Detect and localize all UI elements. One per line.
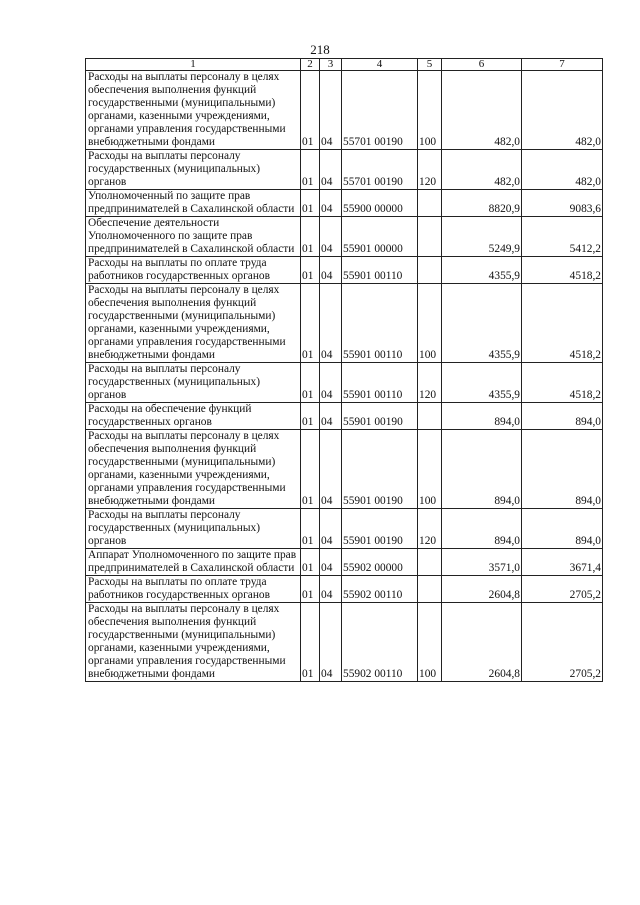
- expense-type-code: [418, 576, 442, 603]
- expense-type-code: 100: [418, 71, 442, 150]
- table-row: [86, 284, 603, 363]
- table-row: [86, 217, 603, 257]
- subsection-code: 04: [320, 363, 342, 403]
- target-article-code: 55902 00110: [342, 576, 418, 603]
- table-row: [86, 509, 603, 549]
- section-code: 01: [301, 363, 320, 403]
- subsection-code: 04: [320, 190, 342, 217]
- column-header: 3: [320, 59, 342, 71]
- target-article-code: 55901 00190: [342, 403, 418, 430]
- amount-year-2: 482,0: [522, 150, 603, 190]
- table-row: [86, 603, 603, 682]
- row-description: Расходы на выплаты персоналу в целях обеспечения выполнения функций государственными (муниципальными) органами, казенными учреждениями, органами управления государственными внебюджетными фондами: [86, 71, 301, 150]
- target-article-code: 55900 00000: [342, 190, 418, 217]
- target-article-code: 55901 00190: [342, 509, 418, 549]
- target-article-code: 55901 00000: [342, 217, 418, 257]
- table-row: [86, 576, 603, 603]
- row-description: Расходы на выплаты персоналу в целях обеспечения выполнения функций государственными (муниципальными) органами, казенными учреждениями, органами управления государственными внебюджетными фондами: [86, 603, 301, 682]
- row-description: Расходы на выплаты персоналу государственных (муниципальных) органов: [86, 509, 301, 549]
- amount-year-1: 482,0: [442, 71, 522, 150]
- amount-year-1: 4355,9: [442, 257, 522, 284]
- column-header: 4: [342, 59, 418, 71]
- subsection-code: 04: [320, 603, 342, 682]
- header-row: [86, 59, 603, 71]
- expense-type-code: [418, 190, 442, 217]
- expense-type-code: 100: [418, 284, 442, 363]
- subsection-code: 04: [320, 150, 342, 190]
- expense-type-code: [418, 403, 442, 430]
- row-description: Аппарат Уполномоченного по защите прав предпринимателей в Сахалинской области: [86, 549, 301, 576]
- amount-year-2: 4518,2: [522, 284, 603, 363]
- amount-year-1: 482,0: [442, 150, 522, 190]
- table-row: [86, 257, 603, 284]
- page-number: 218: [310, 42, 330, 57]
- amount-year-2: 2705,2: [522, 576, 603, 603]
- expense-type-code: [418, 257, 442, 284]
- row-description: Расходы на выплаты персоналу государственных (муниципальных) органов: [86, 363, 301, 403]
- expense-type-code: 120: [418, 150, 442, 190]
- budget-table: [85, 58, 603, 682]
- subsection-code: 04: [320, 71, 342, 150]
- amount-year-1: 3571,0: [442, 549, 522, 576]
- amount-year-2: 894,0: [522, 509, 603, 549]
- amount-year-2: 482,0: [522, 71, 603, 150]
- row-description: Расходы на выплаты по оплате труда работников государственных органов: [86, 257, 301, 284]
- table-row: [86, 363, 603, 403]
- amount-year-2: 5412,2: [522, 217, 603, 257]
- amount-year-2: 894,0: [522, 430, 603, 509]
- target-article-code: 55901 00110: [342, 284, 418, 363]
- target-article-code: 55701 00190: [342, 150, 418, 190]
- amount-year-1: 894,0: [442, 509, 522, 549]
- amount-year-1: 5249,9: [442, 217, 522, 257]
- amount-year-2: 3671,4: [522, 549, 603, 576]
- expense-type-code: 100: [418, 430, 442, 509]
- target-article-code: 55902 00110: [342, 603, 418, 682]
- amount-year-2: 894,0: [522, 403, 603, 430]
- section-code: 01: [301, 217, 320, 257]
- amount-year-2: 2705,2: [522, 603, 603, 682]
- row-description: Расходы на обеспечение функций государственных органов: [86, 403, 301, 430]
- section-code: 01: [301, 403, 320, 430]
- table-row: [86, 71, 603, 150]
- target-article-code: 55902 00000: [342, 549, 418, 576]
- row-description: Обеспечение деятельности Уполномоченного по защите прав предпринимателей в Сахалинской области: [86, 217, 301, 257]
- subsection-code: 04: [320, 509, 342, 549]
- amount-year-2: 4518,2: [522, 257, 603, 284]
- amount-year-2: 9083,6: [522, 190, 603, 217]
- column-header: 5: [418, 59, 442, 71]
- amount-year-2: 4518,2: [522, 363, 603, 403]
- table-row: [86, 403, 603, 430]
- row-description: Расходы на выплаты персоналу в целях обеспечения выполнения функций государственными (муниципальными) органами, казенными учреждениями, органами управления государственными внебюджетными фондами: [86, 284, 301, 363]
- column-header: 2: [301, 59, 320, 71]
- section-code: 01: [301, 549, 320, 576]
- amount-year-1: 4355,9: [442, 284, 522, 363]
- target-article-code: 55901 00110: [342, 363, 418, 403]
- section-code: 01: [301, 284, 320, 363]
- amount-year-1: 4355,9: [442, 363, 522, 403]
- column-header: 7: [522, 59, 603, 71]
- expense-type-code: 120: [418, 363, 442, 403]
- table-row: [86, 150, 603, 190]
- amount-year-1: 894,0: [442, 430, 522, 509]
- target-article-code: 55701 00190: [342, 71, 418, 150]
- table-row: [86, 430, 603, 509]
- expense-type-code: [418, 217, 442, 257]
- row-description: Уполномоченный по защите прав предпринимателей в Сахалинской области: [86, 190, 301, 217]
- row-description: Расходы на выплаты по оплате труда работников государственных органов: [86, 576, 301, 603]
- expense-type-code: [418, 549, 442, 576]
- row-description: Расходы на выплаты персоналу государственных (муниципальных) органов: [86, 150, 301, 190]
- table-row: [86, 190, 603, 217]
- section-code: 01: [301, 430, 320, 509]
- section-code: 01: [301, 150, 320, 190]
- target-article-code: 55901 00190: [342, 430, 418, 509]
- subsection-code: 04: [320, 576, 342, 603]
- expense-type-code: 120: [418, 509, 442, 549]
- subsection-code: 04: [320, 430, 342, 509]
- target-article-code: 55901 00110: [342, 257, 418, 284]
- amount-year-1: 2604,8: [442, 576, 522, 603]
- subsection-code: 04: [320, 217, 342, 257]
- subsection-code: 04: [320, 549, 342, 576]
- section-code: 01: [301, 190, 320, 217]
- section-code: 01: [301, 509, 320, 549]
- subsection-code: 04: [320, 403, 342, 430]
- section-code: 01: [301, 576, 320, 603]
- section-code: 01: [301, 71, 320, 150]
- section-code: 01: [301, 603, 320, 682]
- expense-type-code: 100: [418, 603, 442, 682]
- column-header: 1: [86, 59, 301, 71]
- amount-year-1: 8820,9: [442, 190, 522, 217]
- table-row: [86, 549, 603, 576]
- column-header: 6: [442, 59, 522, 71]
- section-code: 01: [301, 257, 320, 284]
- subsection-code: 04: [320, 284, 342, 363]
- amount-year-1: 894,0: [442, 403, 522, 430]
- subsection-code: 04: [320, 257, 342, 284]
- row-description: Расходы на выплаты персоналу в целях обеспечения выполнения функций государственными (муниципальными) органами, казенными учреждениями, органами управления государственными внебюджетными фондами: [86, 430, 301, 509]
- amount-year-1: 2604,8: [442, 603, 522, 682]
